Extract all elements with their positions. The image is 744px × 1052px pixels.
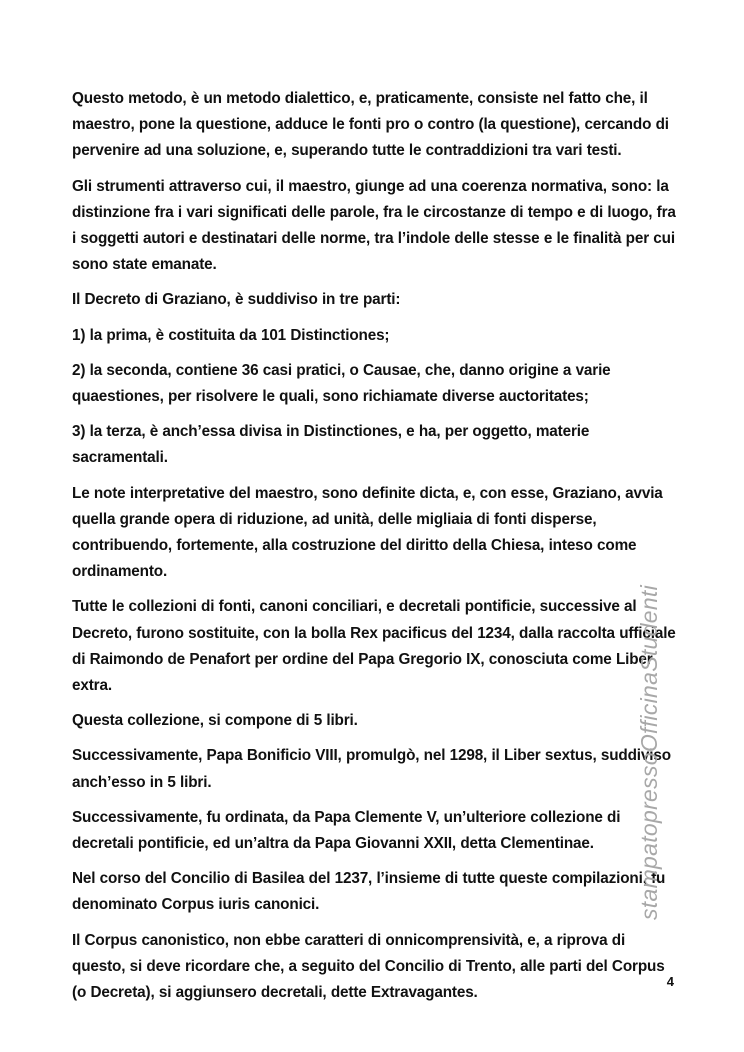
paragraph-10: Successivamente, Papa Bonificio VIII, promulgò, nel 1298, il Liber sextus, suddiviso anch’esso in 5 libri.: [72, 747, 671, 791]
watermark: stampatopressoOfficinaStudenti: [636, 584, 662, 920]
page-number: 4: [666, 974, 674, 989]
paragraph-2: Gli strumenti attraverso cui, il maestro, giunge ad una coerenza normativa, sono: la distinzione fra i vari significati delle parole, fra le circostanze di tempo e di luogo, fra i soggetti autori e destinatari delle norme, tra l’indole delle stesse e le finalità per cui sono state emanate.: [72, 177, 676, 274]
paragraph-1: Questo metodo, è un metodo dialettico, e, praticamente, consiste nel fatto che, il maestro, pone la questione, adduce le fonti pro o contro (la questione), cercando di pervenire ad una soluzione, e, superando tutte le contraddizioni tra vari testi.: [72, 90, 669, 160]
paragraph-13: Il Corpus canonistico, non ebbe caratteri di onnicomprensività, e, a riprova di questo, si deve ricordare che, a seguito del Concilio di Trento, alle parti del Corpus (o Decreta), si aggiunsero decretali, dette Extravagantes.: [72, 931, 665, 1002]
paragraph-3: Il Decreto di Graziano, è suddiviso in tre parti:: [72, 291, 401, 309]
paragraph-5: 2) la seconda, contiene 36 casi pratici, o Causae, che, danno origine a varie quaestiones, per risolvere le quali, sono richiamate diverse auctoritates;: [72, 361, 611, 406]
paragraph-7: Le note interpretative del maestro, sono definite dicta, e, con esse, Graziano, avvia quella grande opera di riduzione, ad unità, delle migliaia di fonti disperse, contribuendo, fortemente, alla costruzione del diritto della Chiesa, inteso come ordinamento.: [72, 484, 663, 581]
paragraph-4: 1) la prima, è costituita da 101 Distinctiones;: [72, 326, 390, 344]
paragraph-9: Questa collezione, si compone di 5 libri.: [72, 712, 358, 730]
document-body: [72, 86, 676, 1015]
paragraph-11: Successivamente, fu ordinata, da Papa Clemente V, un’ulteriore collezione di decretali pontificie, ed un’altra da Papa Giovanni XXII, detta Clementinae.: [72, 808, 621, 853]
paragraph-8: Tutte le collezioni di fonti, canoni conciliari, e decretali pontificie, successive al Decreto, furono sostituite, con la bolla Rex pacificus del 1234, dalla raccolta ufficiale di Raimondo de Penafort per ordine del Papa Gregorio IX, conosciuta come Liber extra.: [72, 598, 676, 695]
paragraph-6: 3) la terza, è anch’essa divisa in Distinctiones, e ha, per oggetto, materie sacramentali.: [72, 423, 590, 467]
paragraph-12: Nel corso del Concilio di Basilea del 1237, l’insieme di tutte queste compilazioni, fu denominato Corpus iuris canonici.: [72, 870, 666, 914]
